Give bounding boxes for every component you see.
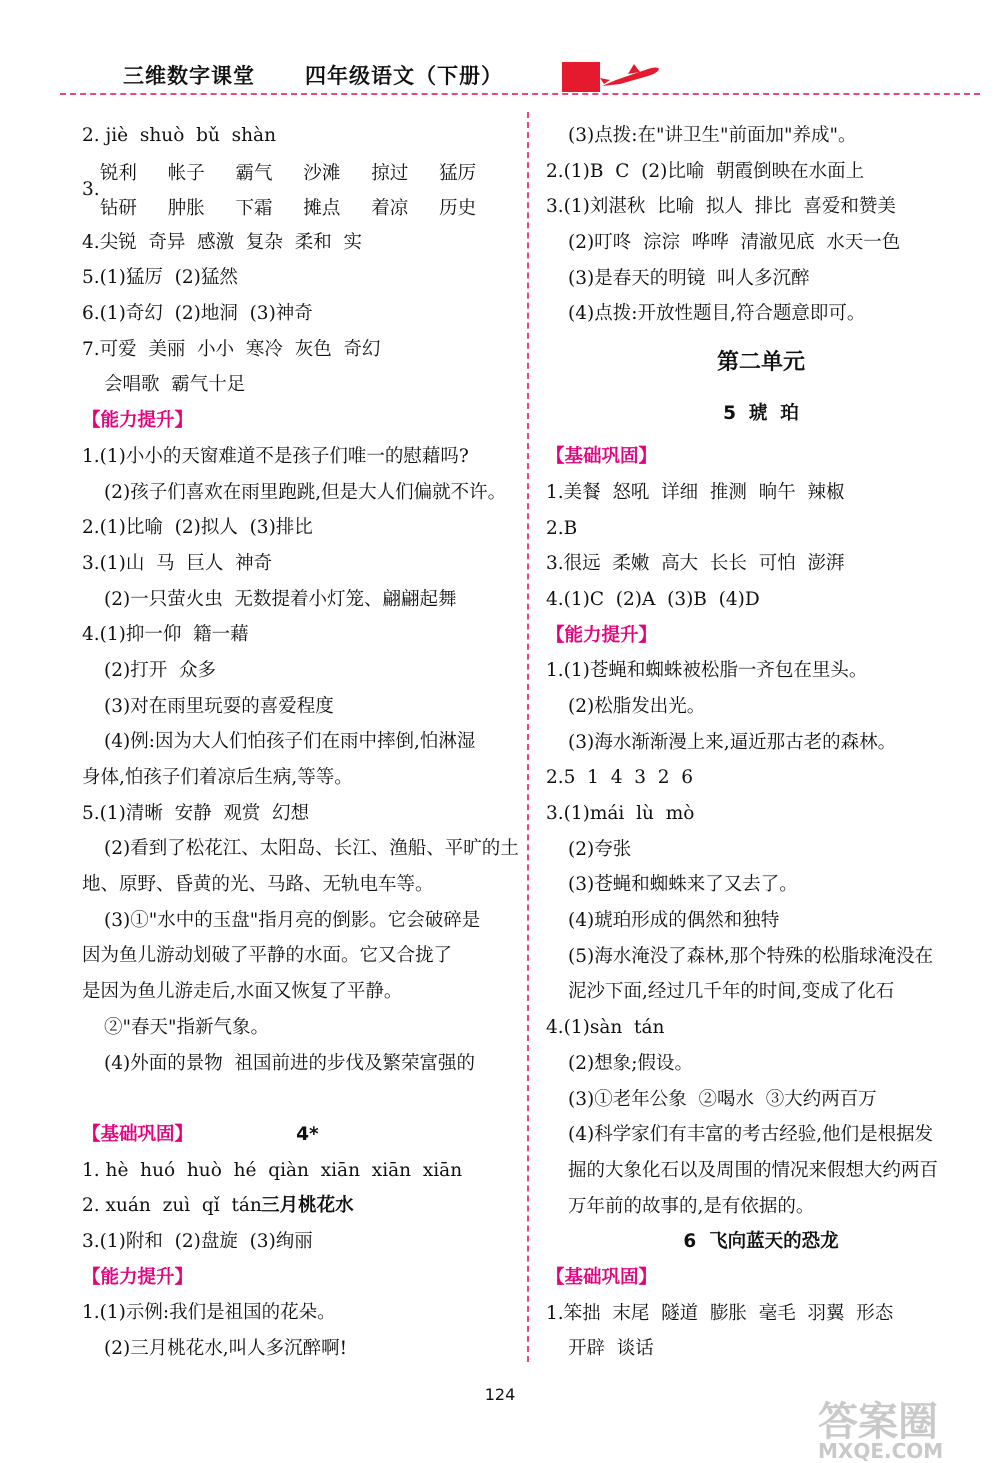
answer-line: 2.B [546,517,578,539]
book-subject-title: 四年级语文（下册） [305,64,503,88]
answer-line: (2)看到了松花江、太阳岛、长江、渔船、平旷的土 [104,838,519,860]
answer-line: 万年前的故事的,是有依据的。 [568,1195,815,1217]
answer-line: (2)叮咚 淙淙 哗哗 清澈见底 水天一色 [568,232,901,254]
answer-line: (4)外面的景物 祖国前进的步伐及繁荣富强的 [104,1052,475,1074]
answer-line: 3.很远 柔嫩 高大 长长 可怕 澎湃 [546,553,845,575]
answer-line: 泥沙下面,经过几千年的时间,变成了化石 [568,981,895,1003]
answer-line: (3)①"水中的玉盘"指月亮的倒影。它会破碎是 [104,909,481,931]
answer-line: 3.(1)刘湛秋 比喻 拟人 排比 喜爱和赞美 [546,196,896,218]
answer-line: (3)对在雨里玩耍的喜爱程度 [104,695,334,717]
answer-line: (3)点拨:在"讲卫生"前面加"养成"。 [568,125,857,146]
word-cell: 沙滩 [303,162,341,184]
left-column [82,118,519,1367]
word-cell: 着凉 [371,197,409,219]
answer-line: 5.(1)猛厉 (2)猛然 [82,267,238,289]
answer-line: 6.(1)奇幻 (2)地洞 (3)神奇 [82,303,313,325]
answer-line: 2.5 1 4 3 2 6 [546,767,694,789]
answer-line: 是因为鱼儿游走后,水面又恢复了平静。 [82,981,403,1003]
section-heading: 【基础巩固】 [546,1266,658,1288]
lesson-title: 5 琥 珀 [723,403,799,425]
answer-line: (4)点拨:开放性题目,符合题意即可。 [568,303,866,325]
answer-line: 1.(1)苍蝇和蜘蛛被松脂一齐包在里头。 [546,660,868,682]
word-cell: 掠过 [371,162,409,184]
answer-line: 因为鱼儿游动划破了平静的水面。它又合拢了 [82,945,453,967]
section-heading: 【基础巩固】 [546,446,658,468]
answer-line: (2)孩子们喜欢在雨里跑跳,但是大人们偏就不许。 [104,481,507,503]
book-series-title: 三维数字课堂 [123,64,255,88]
answer-line: (3)海水渐渐漫上来,逼近那古老的森林。 [568,731,897,753]
page-header [0,0,1000,100]
answer-line: 5.(1)清晰 安静 观赏 幻想 [82,802,310,824]
word-cell: 钻研 [99,197,137,219]
word-grid-question [82,154,507,225]
unit-title: 第二单元 [716,350,805,376]
answer-line: 1.笨拙 末尾 隧道 膨胀 毫毛 羽翼 形态 [546,1302,894,1324]
column-divider [527,112,529,1362]
watermark-text: 答案圈 [818,1399,938,1445]
answer-line: 2. jiè shuò bǔ shàn [82,125,276,146]
answer-line: 地、原野、昏黄的光、马路、无轨电车等。 [82,874,434,896]
word-cell: 历史 [439,197,477,219]
word-table [100,154,507,224]
question-number: 3. [82,178,100,200]
answer-line: 2. xuán zuì qǐ tán [82,1195,262,1217]
answer-line: 2.(1)比喻 (2)拟人 (3)排比 [82,517,313,539]
answer-line: 1.(1)小小的天窗难道不是孩子们唯一的慰藉吗? [82,445,469,467]
answer-line: (2)松脂发出光。 [568,695,706,717]
lesson-title: 6 飞向蓝天的恐龙 [683,1231,839,1253]
answer-line: 7.可爱 美丽 小小 寒冷 灰色 奇幻 [82,338,381,360]
answer-line: (2)三月桃花水,叫人多沉醉啊! [104,1338,348,1359]
lesson-name: 三月桃花水 [261,1195,354,1217]
answer-line: 4.尖锐 奇异 感激 复杂 柔和 实 [82,231,362,253]
right-column [546,118,976,1367]
word-cell: 肿胀 [167,197,205,219]
answer-line: 2.(1)B C (2)比喻 朝霞倒映在水面上 [546,160,865,182]
word-cell: 锐利 [99,162,137,184]
answer-line: (2)打开 众多 [104,659,216,681]
watermark-url: MXQE.COM [818,1439,944,1463]
answer-line: 掘的大象化石以及周围的情况来假想大约两百 [568,1159,939,1181]
rocket-icon [598,60,660,90]
answer-line: (4)琥珀形成的偶然和独特 [568,910,780,932]
answer-line: (3)是春天的明镜 叫人多沉醉 [568,267,810,289]
section-heading: 【能力提升】 [82,410,194,432]
header-dashed-rule [60,93,980,95]
answer-line: (4)例:因为大人们怕孩子们在雨中摔倒,怕淋湿 [104,731,476,753]
answer-line: 3.(1)山 马 巨人 神奇 [82,552,273,574]
word-cell: 帐子 [167,162,205,184]
answer-line: (5)海水淹没了森林,那个特殊的松脂球淹没在 [568,945,934,967]
watermark-logo [818,1399,994,1463]
answer-line: 1.美餐 怒吼 详细 推测 晌午 辣椒 [546,481,845,503]
word-cell: 摊点 [303,197,341,219]
answer-line: 会唱歌 霸气十足 [104,374,246,396]
answer-line: (2)夸张 [568,838,632,860]
section-heading: 【能力提升】 [546,624,658,646]
answer-line: (3)①老年公象 ②喝水 ③大约两百万 [568,1088,877,1110]
word-cell: 下霜 [235,197,273,219]
word-cell: 猛厉 [439,162,477,184]
answer-line: 身体,怕孩子们着凉后生病,等等。 [82,767,353,788]
header-red-block [562,62,600,92]
answer-line: 1. hè huó huò hé qiàn xiān xiān xiān [82,1159,463,1181]
answer-line: 4.(1)抑一仰 籍一藉 [82,624,249,646]
answer-line: (2)一只萤火虫 无数提着小灯笼、翩翩起舞 [104,588,457,610]
answer-line: 4.(1)C (2)A (3)B (4)D [546,588,760,610]
answer-line: 3.(1)附和 (2)盘旋 (3)绚丽 [82,1230,313,1252]
section-heading: 【基础巩固】 [82,1123,194,1145]
answer-line: 3.(1)mái lù mò [546,803,695,824]
page-number: 124 [484,1385,516,1404]
lesson-number: 4* [296,1123,319,1145]
answer-line: (4)科学家们有丰富的考古经验,他们是根据发 [568,1124,934,1146]
answer-line: (3)苍蝇和蜘蛛来了又去了。 [568,874,798,896]
answer-line: ②"春天"指新气象。 [104,1016,270,1038]
answer-line: 1.(1)示例:我们是祖国的花朵。 [82,1302,336,1324]
answer-line: (2)想象;假设。 [568,1052,693,1074]
word-cell: 霸气 [235,162,273,184]
answer-line: 开辟 谈话 [568,1338,654,1360]
section-heading: 【能力提升】 [82,1266,194,1288]
answer-line: 4.(1)sàn tán [546,1017,665,1039]
